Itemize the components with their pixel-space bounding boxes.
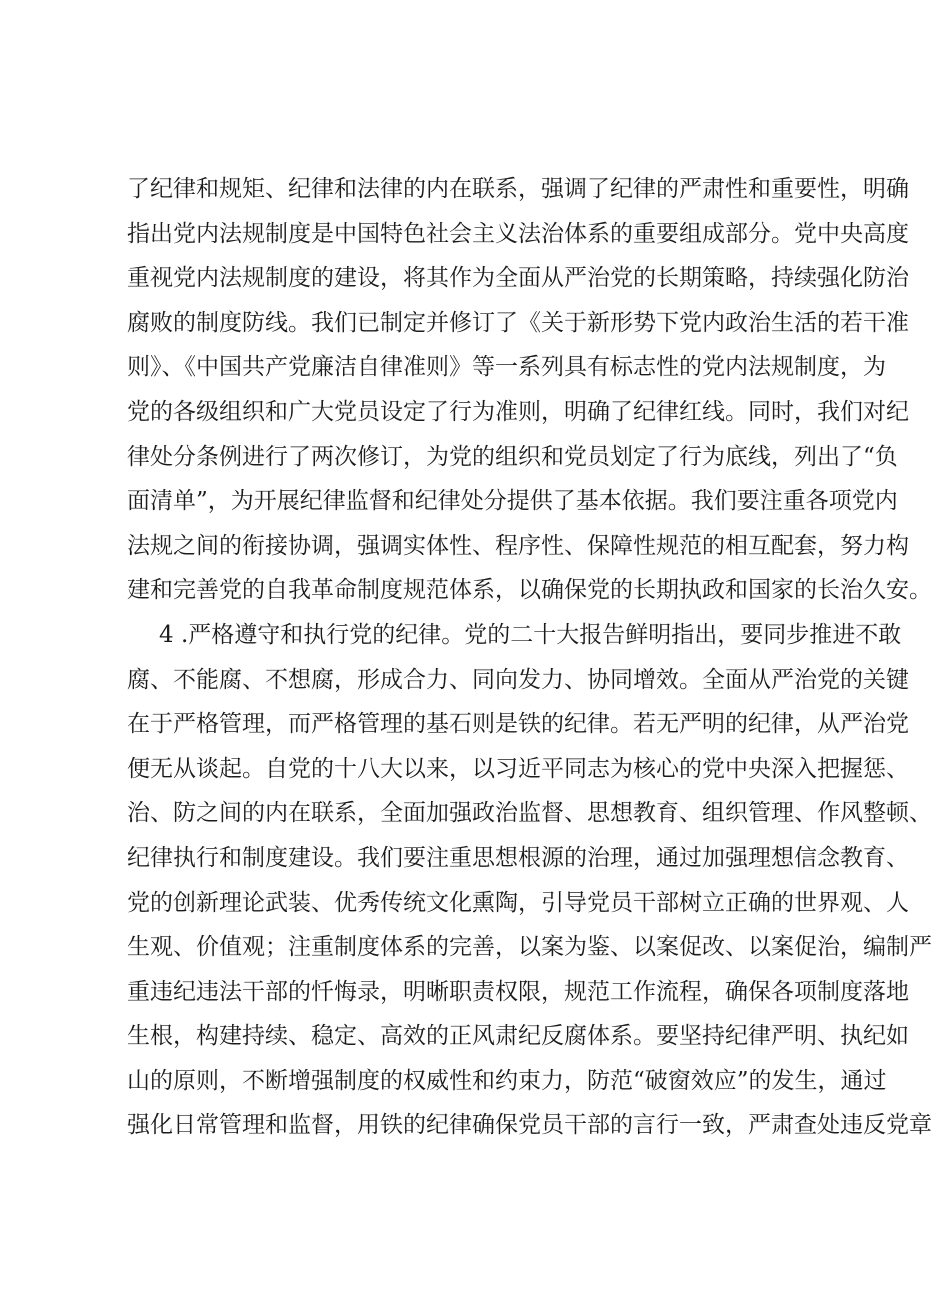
text-line: 法规之间的衔接协调，强调实体性、程序性、保障性规范的相互配套，努力构 (127, 532, 909, 559)
text-line: 党的各级组织和广大党员设定了行为准则，明确了纪律红线。同时，我们对纪 (127, 398, 909, 425)
text-line: 腐败的制度防线。我们已制定并修订了《关于新形势下党内政治生活的若干准 (127, 309, 909, 336)
text-line: 腐、不能腐、不想腐，形成合力、同向发力、协同增效。全面从严治党的关键 (127, 666, 909, 693)
text-line: 治、防之间的内在联系，全面加强政治监督、思想教育、组织管理、作风整顿、 (127, 800, 932, 827)
text-line: 建和完善党的自我革命制度规范体系，以确保党的长期执政和国家的长治久安。 (127, 577, 932, 604)
document-body (127, 167, 932, 1148)
paragraph-section-4 (127, 613, 932, 1148)
text-line: 纪律执行和制度建设。我们要注重思想根源的治理，通过加强理想信念教育、 (127, 844, 909, 871)
section-heading-line: 4 .严格遵守和执行党的纪律。党的二十大报告鲜明指出，要同步推进不敢 (159, 621, 902, 648)
text-line: 在于严格管理，而严格管理的基石则是铁的纪律。若无严明的纪律，从严治党 (127, 711, 909, 738)
text-line: 面清单”，为开展纪律监督和纪律处分提供了基本依据。我们要注重各项党内 (127, 488, 898, 515)
text-line: 生观、价值观；注重制度体系的完善，以案为鉴、以案促改、以案促治，编制严 (127, 934, 932, 961)
text-line: 重视党内法规制度的建设，将其作为全面从严治党的长期策略，持续强化防治 (127, 265, 909, 292)
text-line: 律处分条例进行了两次修订，为党的组织和党员划定了行为底线，列出了“负 (127, 443, 898, 470)
text-line: 便无从谈起。自党的十八大以来，以习近平同志为核心的党中央深入把握惩、 (127, 755, 909, 782)
text-line: 党的创新理论武装、优秀传统文化熏陶，引导党员干部树立正确的世界观、人 (127, 889, 909, 916)
text-line: 强化日常管理和监督，用铁的纪律确保党员干部的言行一致，严肃查处违反党章 (127, 1112, 932, 1139)
text-line: 重违纪违法干部的忏悔录，明晰职责权限，规范工作流程，确保各项制度落地 (127, 978, 909, 1005)
text-line: 山的原则，不断增强制度的权威性和约束力，防范“破窗效应”的发生，通过 (127, 1067, 887, 1094)
text-line: 则》、《中国共产党廉洁自律准则》等一系列具有标志性的党内法规制度，为 (127, 354, 886, 381)
text-line: 指出党内法规制度是中国特色社会主义法治体系的重要组成部分。党中央高度 (127, 220, 909, 247)
text-line: 生根，构建持续、稳定、高效的正风肃纪反腐体系。要坚持纪律严明、执纪如 (127, 1023, 909, 1050)
text-line: 了纪律和规矩、纪律和法律的内在联系，强调了纪律的严肃性和重要性，明确 (127, 176, 909, 202)
paragraph-discipline-rules (127, 167, 932, 613)
